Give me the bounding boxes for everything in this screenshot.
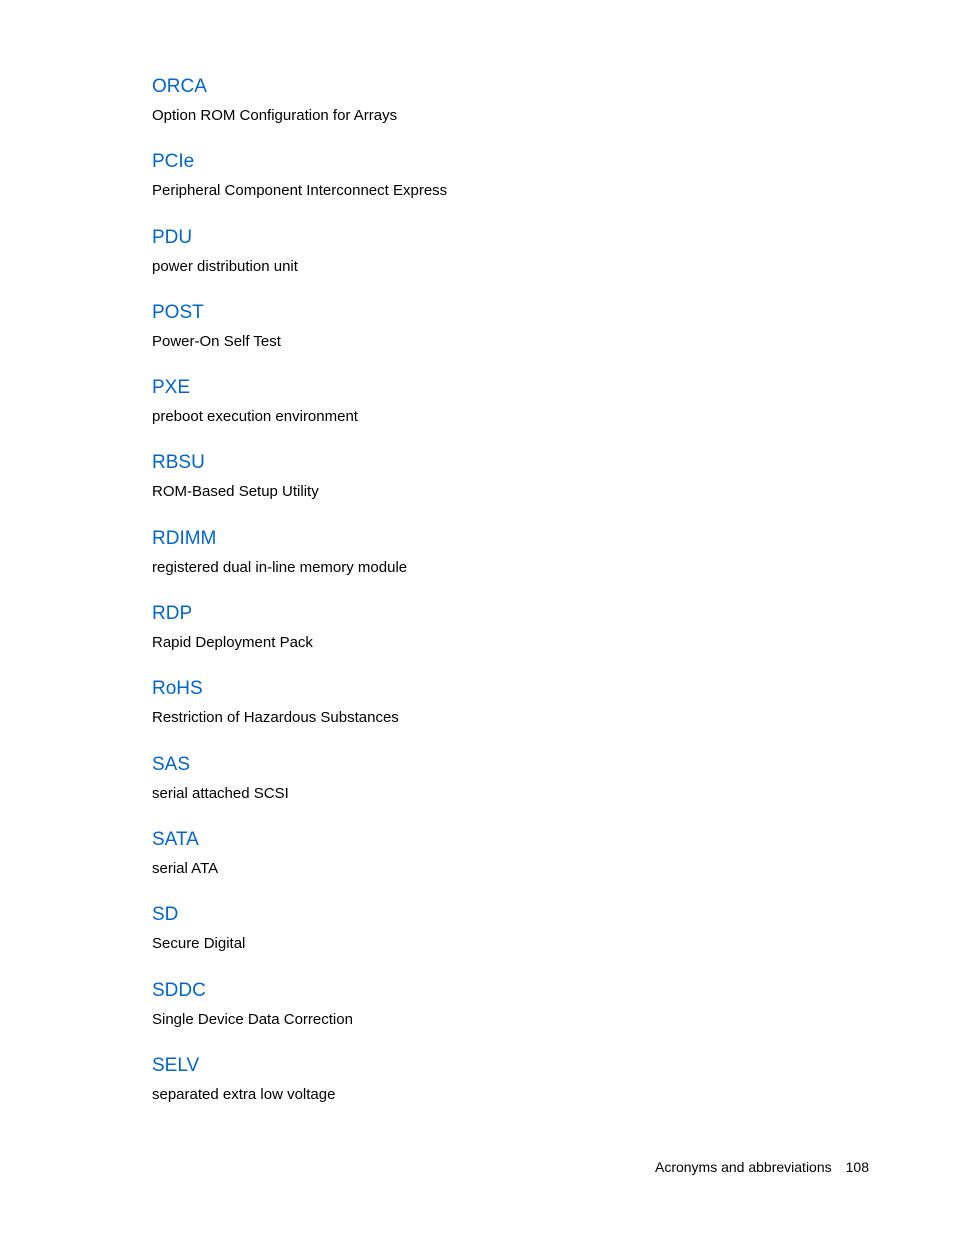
glossary-term: RoHS xyxy=(152,678,203,700)
glossary-entry-rdp xyxy=(152,601,852,676)
glossary-definition: serial ATA xyxy=(152,859,219,877)
glossary-term: SDDC xyxy=(152,979,206,1001)
glossary-term: PDU xyxy=(152,226,193,248)
glossary-definition: ROM-Based Setup Utility xyxy=(152,483,319,501)
glossary-entry-sata xyxy=(152,827,852,902)
glossary-term: PXE xyxy=(152,377,191,399)
glossary-entry-pxe xyxy=(152,375,852,450)
glossary-entry-pcie xyxy=(152,149,852,224)
glossary-definition: Peripheral Component Interconnect Express xyxy=(152,182,448,200)
glossary-definition: Rapid Deployment Pack xyxy=(152,634,313,652)
glossary-term: RDIMM xyxy=(152,527,217,549)
glossary-term: SATA xyxy=(152,828,199,850)
glossary-list xyxy=(152,74,852,1128)
glossary-term: PCIe xyxy=(152,151,195,173)
glossary-entry-sas xyxy=(152,752,852,827)
glossary-term: RDP xyxy=(152,603,193,625)
glossary-entry-selv xyxy=(152,1053,852,1128)
glossary-entry-rdimm xyxy=(152,526,852,601)
page-number: 108 xyxy=(845,1159,869,1175)
glossary-entry-sd xyxy=(152,902,852,977)
glossary-entry-rbsu xyxy=(152,450,852,525)
glossary-definition: preboot execution environment xyxy=(152,408,358,426)
glossary-definition: Secure Digital xyxy=(152,935,246,953)
glossary-definition: Single Device Data Correction xyxy=(152,1010,353,1028)
glossary-entry-pdu xyxy=(152,225,852,300)
glossary-term: POST xyxy=(152,301,204,323)
glossary-term: ORCA xyxy=(152,76,207,97)
glossary-definition: Option ROM Configuration for Arrays xyxy=(152,107,398,124)
glossary-entry-rohs xyxy=(152,676,852,751)
footer-section-title: Acronyms and abbreviations xyxy=(654,1159,832,1175)
glossary-entry-orca xyxy=(152,74,852,149)
glossary-definition: power distribution unit xyxy=(152,257,298,275)
glossary-entry-post xyxy=(152,300,852,375)
glossary-definition: Power-On Self Test xyxy=(152,332,281,350)
glossary-definition: separated extra low voltage xyxy=(152,1085,336,1103)
glossary-term: RBSU xyxy=(152,452,205,474)
glossary-term: SAS xyxy=(152,753,191,775)
glossary-definition: Restriction of Hazardous Substances xyxy=(152,709,399,727)
glossary-entry-sddc xyxy=(152,978,852,1053)
glossary-definition: registered dual in-line memory module xyxy=(152,558,408,576)
glossary-term: SELV xyxy=(152,1054,200,1076)
glossary-term: SD xyxy=(152,904,179,926)
glossary-definition: serial attached SCSI xyxy=(152,784,289,802)
page-footer xyxy=(655,1157,869,1177)
